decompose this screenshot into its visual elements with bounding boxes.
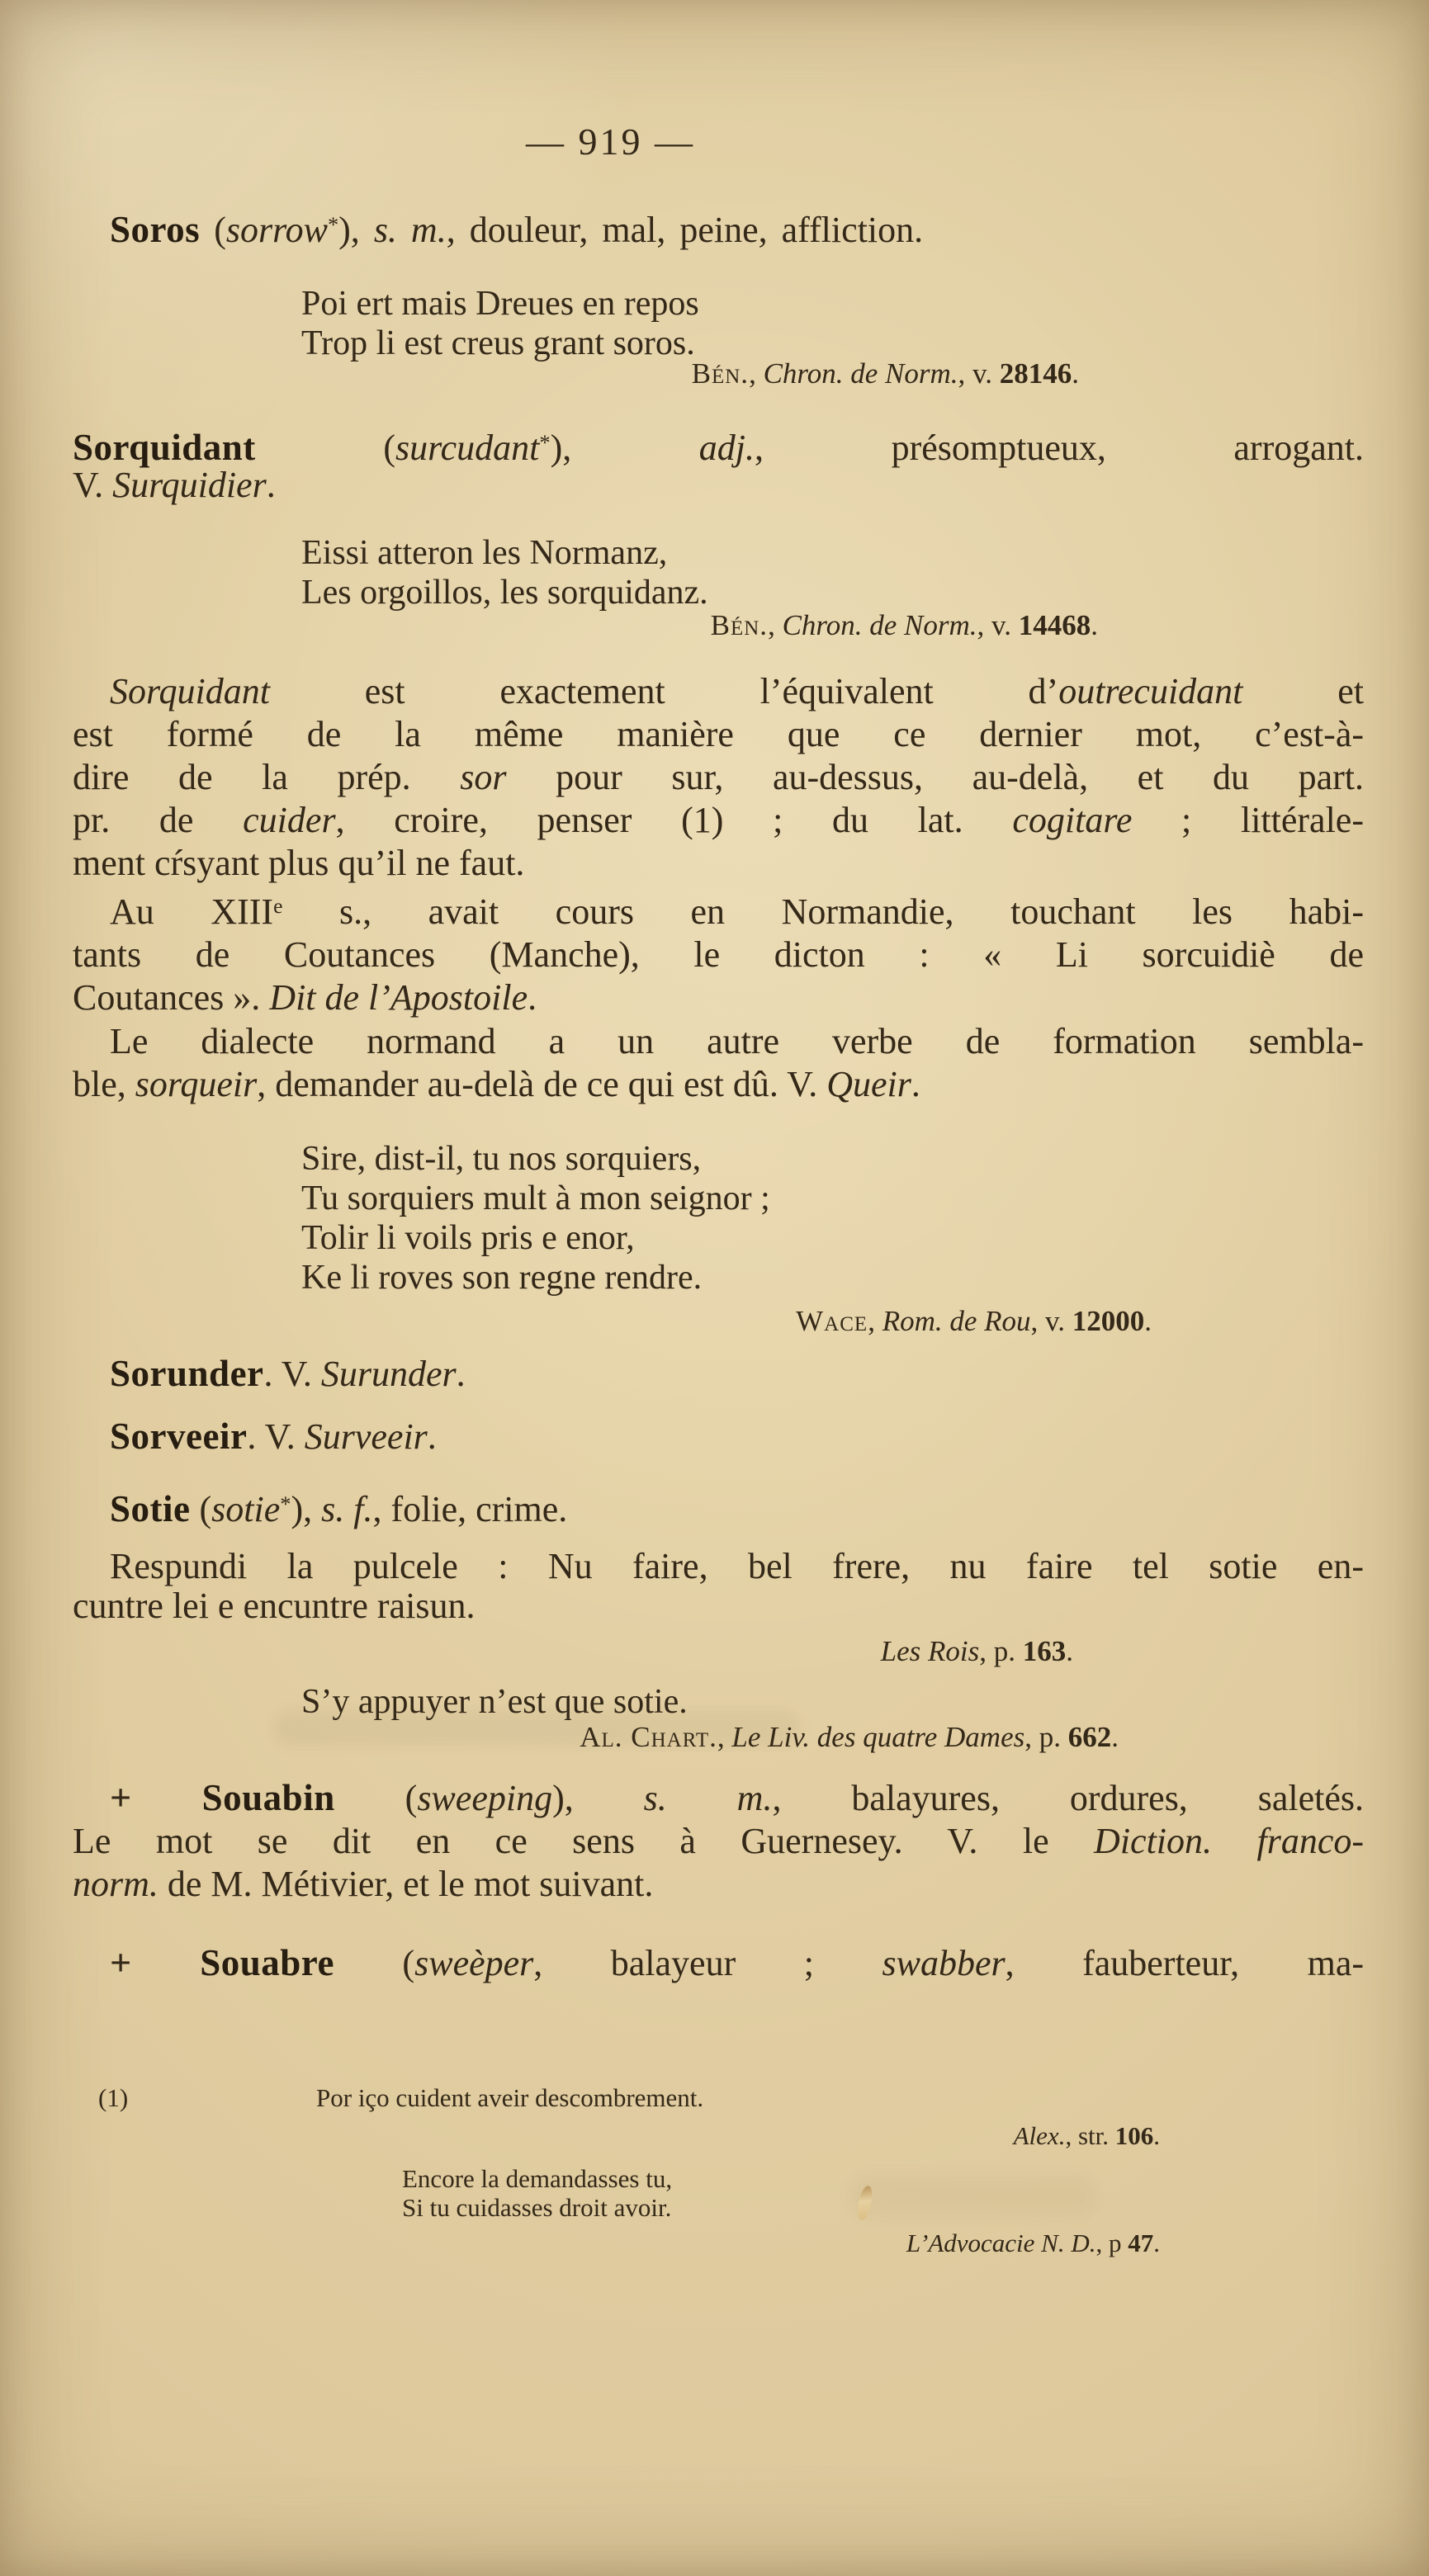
quote-wace-line <box>301 1218 770 1258</box>
cite-wace-seg: Wace <box>796 1305 868 1337</box>
para-etymology-seg: ; littérale- <box>1132 800 1364 840</box>
quote-sorquidant-line <box>301 533 708 573</box>
footnote-cite-advocacie-seg: . <box>1153 2229 1160 2257</box>
entry-sorquidant-seg: , présomptueux, arrogant. <box>755 427 1364 468</box>
entry-souabre-seg: , balayeur ; <box>533 1943 882 1983</box>
entry-sorquidant-seg: * <box>539 430 551 455</box>
entry-sorquidant-line <box>73 421 1364 470</box>
footnote-verse-seg: Encore la demandasses tu, <box>402 2164 673 2193</box>
entry-sotie-seg: sotie <box>211 1488 281 1529</box>
entry-sorquidant-cont-line <box>73 464 1364 507</box>
footnote-ref-seg: Por iço cuident aveir descombrement. <box>316 2083 704 2112</box>
entry-souabin-seg: s. m. <box>643 1778 773 1818</box>
cite-soros <box>73 357 1364 391</box>
cite-soros-seg: Chron. de Norm. <box>763 357 958 390</box>
entry-souabin-seg: norm. <box>73 1864 159 1904</box>
cite-chartier-seg: , <box>717 1721 732 1753</box>
footnote-cite-alex-seg: Alex. <box>1013 2121 1066 2150</box>
para-etymology-seg: pr. de <box>73 800 244 840</box>
entry-sorveeir-seg: Surveeir <box>304 1416 428 1457</box>
para-etymology-line <box>73 799 1364 842</box>
entry-sorquidant-seg: ), <box>550 427 699 468</box>
quote-wace-seg: Tu sorquiers mult à mon seignor ; <box>301 1179 770 1217</box>
page-number-seg: — 919 — <box>526 121 695 163</box>
para-etymology-seg: ment cŕsyant plus qu’il ne faut. <box>73 843 525 883</box>
footnote-cite-alex-seg: . <box>1153 2121 1160 2150</box>
cite-wace-seg: , v. <box>1030 1305 1072 1337</box>
para-sorqueir-seg: sorqueir <box>135 1064 258 1104</box>
cite-soros-line <box>73 357 1079 391</box>
footnote-cite-alex <box>73 2121 1364 2150</box>
entry-sotie-line <box>110 1482 1401 1531</box>
page-number-line <box>526 121 1429 163</box>
text-column <box>73 0 1364 2576</box>
entry-sorunder-seg: . V. <box>263 1354 321 1394</box>
para-etymology-line <box>73 842 1364 885</box>
ink-show-through-smudge <box>850 2176 1098 2217</box>
quote-sorquidant-seg: Les orgoillos, les sorquidanz. <box>301 574 708 612</box>
entry-soros <box>73 203 1364 252</box>
entry-sorquidant-cont-seg: . <box>266 465 276 505</box>
quote-wace-seg: Sire, dist-il, tu nos sorquiers, <box>301 1140 702 1178</box>
cite-sorquidant-seg: 14468 <box>1018 609 1091 641</box>
cite-chartier-seg: , p. <box>1024 1721 1068 1753</box>
entry-sorquidant <box>73 421 1364 470</box>
entry-sorveeir-line <box>110 1415 1401 1458</box>
footnote-ref-seg: (1) <box>98 2083 129 2112</box>
para-etymology-seg: outrecuidant <box>1058 671 1243 711</box>
entry-souabin-line <box>73 1820 1364 1863</box>
para-etymology-seg: cuider <box>243 800 336 840</box>
footnote-cite-advocacie <box>73 2229 1364 2257</box>
entry-sotie-seg: , folie, crime. <box>372 1488 568 1529</box>
entry-sorveeir-seg: . V. <box>247 1416 305 1457</box>
entry-soros-line <box>110 203 1364 252</box>
entry-souabre-seg: ( <box>334 1943 415 1983</box>
para-sorqueir-seg: Le dialecte normand a un autre verbe de formation sembla- <box>110 1021 1364 1061</box>
para-etymology-seg: et <box>1242 671 1364 711</box>
para-etymology-seg: pour sur, au-dessus, au-delà, et du part. <box>506 757 1365 797</box>
entry-sorquidant-seg: surcudant <box>395 427 540 468</box>
cite-chartier-seg: . <box>1111 1721 1119 1753</box>
para-sorqueir <box>73 1020 1364 1106</box>
quote-sorquidant-seg: Eissi atteron les Normanz, <box>301 534 668 572</box>
entry-souabin-seg: + <box>110 1776 202 1818</box>
quote-wace-seg: Ke li roves son regne rendre. <box>301 1259 703 1297</box>
para-dicton-line <box>73 976 1364 1019</box>
quote-soros <box>301 284 699 363</box>
quote-sotie-seg: S’y appuyer n’est que sotie. <box>301 1683 688 1721</box>
cite-les-rois-line <box>73 1634 1073 1669</box>
entry-sorunder <box>73 1352 1401 1396</box>
cite-sorquidant-seg: . <box>1091 609 1098 641</box>
para-sorqueir-line <box>73 1020 1364 1063</box>
cite-chartier-seg: Le Liv. des quatre Dames <box>731 1721 1025 1753</box>
cite-soros-seg: 28146 <box>999 357 1072 390</box>
cite-soros-seg: . <box>1072 357 1079 390</box>
cite-wace-seg: . <box>1144 1305 1152 1337</box>
entry-souabin-seg: Le mot se dit en ce sens à Guernesey. V. le <box>73 1821 1095 1861</box>
para-dicton-seg: Coutances ». <box>73 976 270 1018</box>
entry-sorquidant-cont <box>73 464 1364 507</box>
quote-sorquidant-line <box>301 573 708 612</box>
cite-les-rois-seg: . <box>1066 1635 1073 1667</box>
para-respundi <box>73 1547 1364 1626</box>
quote-soros-seg: Poi ert mais Dreues en repos <box>301 285 699 323</box>
cite-wace-seg: 12000 <box>1072 1305 1145 1337</box>
cite-wace-seg: , <box>868 1305 882 1337</box>
cite-soros-seg: , v. <box>958 357 1000 390</box>
para-etymology-seg: est formé de la même manière que ce dernier mot, c’est-à- <box>73 714 1364 754</box>
entry-soros-seg: s. m. <box>373 209 447 250</box>
entry-sotie-seg: Sotie <box>110 1487 191 1529</box>
para-dicton-seg: tants de Coutances (Manche), le dicton : « Li sorcuidiè de <box>73 934 1364 975</box>
entry-sorquidant-seg: Sorquidant <box>73 426 256 468</box>
cite-soros-seg: , <box>749 357 764 390</box>
quote-sorquidant <box>301 533 708 612</box>
para-sorqueir-seg: Queir <box>826 1064 911 1104</box>
footnote-cite-advocacie-line <box>73 2229 1160 2257</box>
entry-souabre-seg: Souabre <box>200 1942 334 1983</box>
entry-soros-seg: Soros <box>110 208 201 250</box>
para-etymology <box>73 670 1364 885</box>
entry-sorquidant-cont-seg: Surquidier <box>112 465 267 505</box>
footnote-cite-alex-seg: , str. <box>1065 2121 1115 2150</box>
page-number <box>73 121 1429 163</box>
para-dicton-seg: e <box>273 894 283 918</box>
entry-sotie-seg: s. f. <box>321 1488 373 1529</box>
cite-chartier-seg: Al. Chart. <box>580 1721 717 1753</box>
footnote-verse-seg: Si tu cuidasses droit avoir. <box>402 2193 672 2222</box>
para-respundi-seg: Respundi la pulcele : Nu faire, bel frere, nu faire tel sotie en- <box>110 1546 1364 1586</box>
entry-sorveeir <box>73 1415 1401 1458</box>
entry-souabin <box>73 1776 1364 1906</box>
para-etymology-line <box>73 713 1364 756</box>
para-respundi-line <box>73 1586 1364 1626</box>
quote-wace <box>301 1139 770 1297</box>
quote-wace-line <box>301 1258 770 1297</box>
entry-souabin-seg: de M. Métivier, et le mot suivant. <box>158 1864 654 1904</box>
footnote-ref <box>73 2083 1364 2112</box>
para-respundi-line <box>73 1547 1364 1586</box>
cite-soros-seg: Bén. <box>691 357 750 390</box>
entry-soros-seg: , douleur, mal, peine, affliction. <box>446 209 924 250</box>
quote-soros-seg: Trop li est creus grant soros. <box>301 324 695 362</box>
footnote-cite-alex-seg: 106 <box>1114 2121 1154 2150</box>
cite-les-rois-seg: 163 <box>1022 1635 1067 1667</box>
entry-souabin-seg: , balayures, ordures, saletés. <box>772 1778 1364 1818</box>
footnote-cite-alex-line <box>73 2121 1160 2150</box>
entry-souabin-seg: ), <box>552 1778 644 1818</box>
para-dicton-seg: s., avait cours en Normandie, touchant les habi- <box>282 891 1364 932</box>
entry-sorquidant-cont-seg: V. <box>73 465 113 505</box>
cite-sorquidant-seg: Bén. <box>710 609 769 641</box>
entry-souabin-seg: ( <box>334 1778 418 1818</box>
entry-soros-seg: sorrow <box>225 209 328 250</box>
para-dicton-line <box>73 934 1364 976</box>
entry-soros-seg: ( <box>200 209 226 250</box>
entry-souabre-seg: + <box>110 1941 201 1983</box>
cite-les-rois-seg: Les Rois <box>880 1635 980 1667</box>
quote-wace-seg: Tolir li voils pris e enor, <box>301 1219 635 1257</box>
entry-soros-seg: ), <box>338 209 374 250</box>
para-etymology-seg: dire de la prép. <box>73 757 461 797</box>
para-etymology-seg: est exactement l’équivalent d’ <box>269 671 1059 711</box>
para-etymology-line <box>73 756 1364 799</box>
cite-wace <box>73 1304 1364 1339</box>
entry-souabin-seg: Souabin <box>201 1777 335 1818</box>
entry-souabin-line <box>73 1776 1364 1820</box>
entry-sorunder-seg: . <box>456 1354 466 1394</box>
para-sorqueir-seg: . <box>911 1064 920 1104</box>
para-etymology-seg: sor <box>460 757 507 797</box>
cite-sorquidant-line <box>73 608 1098 643</box>
ink-show-through-smudge <box>272 1710 801 1746</box>
para-dicton-seg: . <box>528 976 537 1018</box>
para-sorqueir-seg: ble, <box>73 1064 135 1104</box>
entry-sorunder-seg: Surunder <box>320 1354 457 1394</box>
entry-sotie-seg: ), <box>291 1488 322 1529</box>
para-dicton-line <box>73 885 1364 934</box>
entry-sorunder-seg: Sorunder <box>110 1353 264 1394</box>
entry-sotie <box>73 1482 1401 1531</box>
para-dicton <box>73 885 1364 1019</box>
cite-chartier-seg: 662 <box>1067 1721 1112 1753</box>
entry-sotie-seg: * <box>280 1491 291 1516</box>
cite-sorquidant-seg: , v. <box>977 609 1019 641</box>
quote-wace-line <box>301 1139 770 1179</box>
entry-souabre-seg: sweèper <box>414 1943 534 1983</box>
entry-sorunder-line <box>110 1352 1401 1396</box>
cite-les-rois <box>73 1634 1364 1669</box>
para-sorqueir-seg: , demander au-delà de ce qui est dû. V. <box>257 1064 827 1104</box>
entry-soros-seg: * <box>327 212 339 237</box>
entry-sorquidant-seg: ( <box>255 427 395 468</box>
entry-souabre-seg: swabber <box>882 1943 1006 1983</box>
cite-sorquidant <box>73 608 1364 643</box>
cite-wace-line <box>73 1304 1152 1339</box>
quote-soros-line <box>301 284 699 324</box>
entry-souabin-seg: sweeping <box>417 1778 553 1818</box>
entry-souabin-seg: Diction. franco- <box>1094 1821 1364 1861</box>
entry-sorquidant-seg: adj. <box>698 427 755 468</box>
entry-souabin-line <box>73 1863 1364 1906</box>
footnote-cite-advocacie-seg: L’Advocacie N. D. <box>906 2229 1096 2257</box>
quote-wace-line <box>301 1179 770 1218</box>
entry-sorveeir-seg: Sorveeir <box>110 1416 248 1457</box>
entry-sotie-seg: ( <box>190 1488 212 1529</box>
footnote-cite-advocacie-seg: 47 <box>1128 2229 1154 2257</box>
para-etymology-seg: Sorquidant <box>110 671 270 711</box>
entry-souabre-line <box>73 1941 1364 1985</box>
para-respundi-seg: cuntre lei e encuntre raisun. <box>73 1586 476 1626</box>
cite-sorquidant-seg: Chron. de Norm. <box>782 609 977 641</box>
entry-souabre <box>73 1941 1364 1985</box>
cite-les-rois-seg: , p. <box>979 1635 1023 1667</box>
para-etymology-seg: , croire, penser (1) ; du lat. <box>335 800 1013 840</box>
para-etymology-line <box>73 670 1364 713</box>
cite-sorquidant-seg: , <box>768 609 783 641</box>
cite-wace-seg: Rom. de Rou <box>882 1305 1031 1337</box>
para-sorqueir-line <box>73 1063 1364 1106</box>
footnote-verse <box>73 2164 1429 2222</box>
footnote-cite-advocacie-seg: , p <box>1095 2229 1129 2257</box>
para-dicton-seg: Au XIII <box>110 891 274 932</box>
footnote-ref-line <box>98 2083 1364 2112</box>
para-etymology-seg: cogitare <box>1012 800 1133 840</box>
para-dicton-seg: Dit de l’Apostoile <box>269 976 528 1018</box>
entry-sorveeir-seg: . <box>427 1416 437 1457</box>
entry-souabre-seg: , fauberteur, ma- <box>1005 1943 1364 1983</box>
